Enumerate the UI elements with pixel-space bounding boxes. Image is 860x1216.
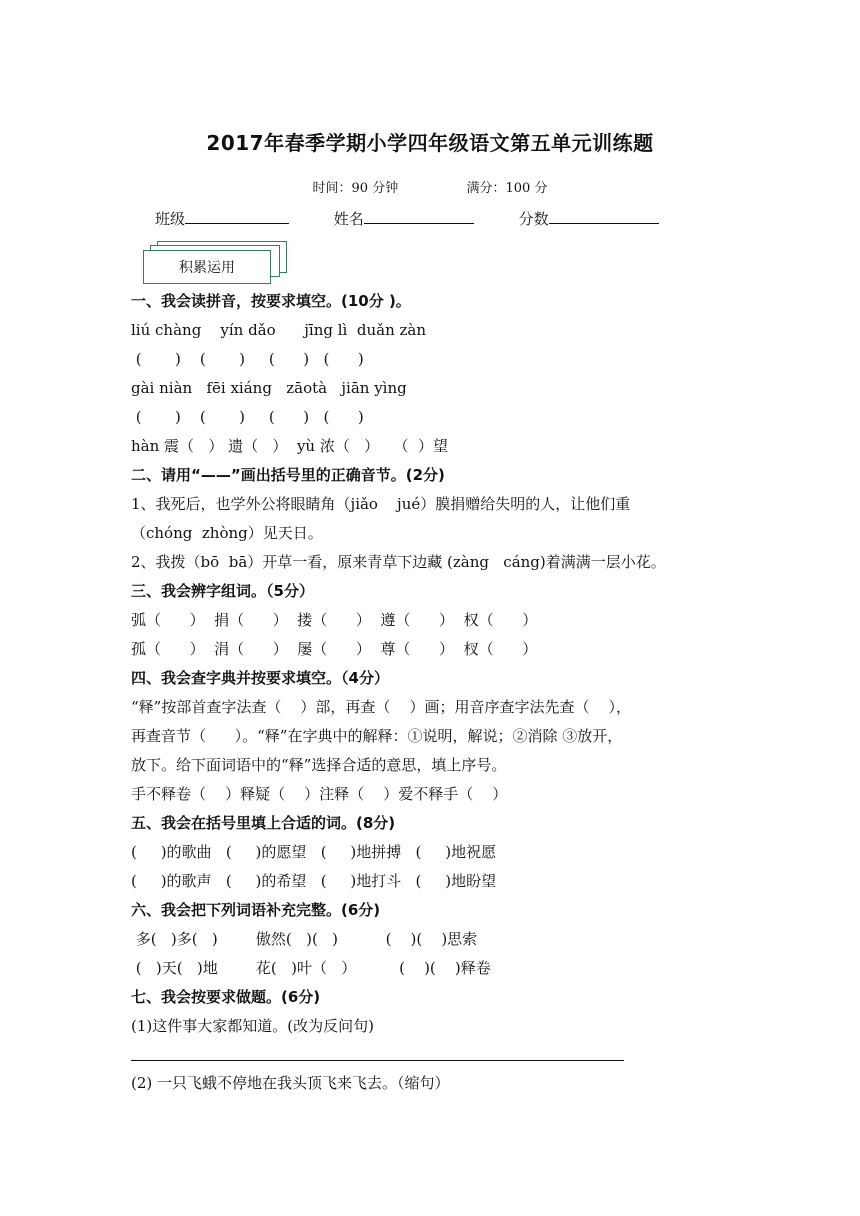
q3-heading: 三、我会辨字组词。（5分） bbox=[131, 582, 314, 600]
q6-row2[interactable]: ( )天( )地 花( )叶（ ） ( )( )释卷 bbox=[131, 959, 491, 977]
score-field[interactable] bbox=[519, 208, 659, 229]
q4-text3: 放下。给下面词语中的“释”选择合适的意思，填上序号。 bbox=[131, 756, 507, 774]
q1-fill-row3[interactable]: hàn 震（ ） 遗（ ） yù 浓（ ） （ ）望 bbox=[131, 437, 448, 455]
q4-text1[interactable]: “释”按部首查字法查（ ）部，再查（ ）画；用音序查字法先查（ ）， bbox=[131, 698, 632, 716]
section-badge bbox=[143, 241, 291, 285]
q1-pinyin-row2: gài niàn fēi xiáng zāotà jiān yìng bbox=[131, 379, 407, 397]
exam-meta bbox=[0, 177, 860, 196]
q4-text2[interactable]: 再查音节（ ）。“释”在字典中的解释：①说明，解说；②消除 ③放开， bbox=[131, 727, 623, 745]
q2-item1-cont: （chóng zhòng）见天日。 bbox=[131, 524, 323, 542]
q7-heading: 七、我会按要求做题。(6分) bbox=[131, 988, 321, 1006]
q7-item1: (1)这件事大家都知道。(改为反问句) bbox=[131, 1017, 374, 1035]
class-label: 班级 bbox=[155, 210, 186, 228]
q3-row2[interactable]: 孤（ ） 涓（ ） 屡（ ） 尊（ ） 杈（ ） bbox=[131, 640, 538, 658]
q1-blanks-row1[interactable]: ( ) ( ) ( ) ( ) bbox=[131, 350, 364, 368]
class-blank[interactable] bbox=[185, 209, 289, 224]
name-blank[interactable] bbox=[364, 209, 474, 224]
q2-item1: 1、我死后，也学外公将眼睛角（jiǎo jué）膜捐赠给失明的人，让他们重 bbox=[131, 495, 631, 513]
exam-time: 时间：90 分钟 bbox=[312, 181, 399, 196]
q5-row2[interactable]: ( )的歌声 ( )的希望 ( )地打斗 ( )地盼望 bbox=[131, 872, 497, 890]
q7-item2: (2) 一只飞蛾不停地在我头顶飞来飞去。（缩句） bbox=[131, 1074, 450, 1092]
q7-answer-line[interactable] bbox=[131, 1060, 624, 1061]
exam-total-score: 满分：100 分 bbox=[466, 181, 548, 196]
q5-heading: 五、我会在括号里填上合适的词。(8分) bbox=[131, 814, 396, 832]
page-title: 2017年春季学期小学四年级语文第五单元训练题 bbox=[206, 131, 654, 155]
class-field[interactable] bbox=[155, 208, 289, 229]
q1-heading: 一、我会读拼音，按要求填空。(10分 )。 bbox=[131, 292, 411, 310]
q1-pinyin-row1: liú chàng yín dǎo jīng lì duǎn zàn bbox=[131, 321, 426, 339]
q6-row1[interactable]: 多( )多( ) 傲然( )( ) ( )( )思索 bbox=[131, 930, 478, 948]
q4-fill-row[interactable]: 手不释卷（ ）释疑（ ）注释（ ）爱不释手（ ） bbox=[131, 785, 508, 803]
student-fields bbox=[155, 208, 659, 229]
q3-row1[interactable]: 弧（ ） 捐（ ） 搂（ ） 遵（ ） 权（ ） bbox=[131, 611, 538, 629]
q4-heading: 四、我会查字典并按要求填空。（4分） bbox=[131, 669, 389, 687]
q2-item2: 2、我拨（bō bā）开草一看，原来青草下边藏 (zàng cáng)着满满一层小花。 bbox=[131, 553, 666, 571]
q6-heading: 六、我会把下列词语补充完整。(6分) bbox=[131, 901, 381, 919]
badge-card-front bbox=[143, 250, 271, 284]
badge-label: 积累运用 bbox=[179, 260, 235, 276]
score-label: 分数 bbox=[518, 210, 549, 228]
q5-row1[interactable]: ( )的歌曲 ( )的愿望 ( )地拼搏 ( )地祝愿 bbox=[131, 843, 497, 861]
q1-blanks-row2[interactable]: ( ) ( ) ( ) ( ) bbox=[131, 408, 364, 426]
q2-heading: 二、请用“——”画出括号里的正确音节。(2分) bbox=[131, 466, 445, 484]
name-field[interactable] bbox=[334, 208, 474, 229]
name-label: 姓名 bbox=[333, 210, 364, 228]
score-blank[interactable] bbox=[549, 209, 659, 224]
